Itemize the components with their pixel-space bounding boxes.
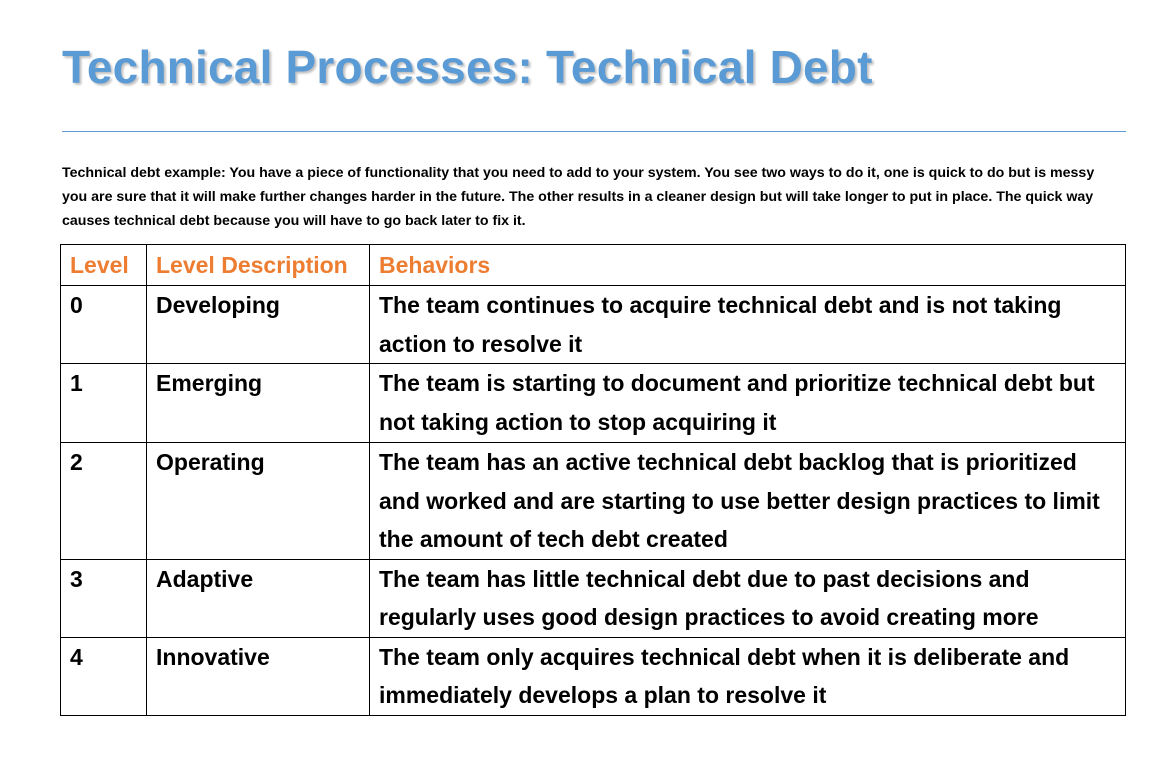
table-row [61,559,1126,637]
table-header-row [61,245,1126,286]
row-level: 3 [61,559,147,637]
row-description: Innovative [147,637,370,715]
table-row [61,443,1126,560]
title-divider [62,131,1126,132]
row-behaviors: The team has little technical debt due to past decisions and regularly uses good design practices to avoid creating more [370,559,1126,637]
table-row [61,286,1126,364]
row-description: Emerging [147,364,370,443]
row-description: Operating [147,443,370,560]
row-behaviors: The team continues to acquire technical debt and is not taking action to resolve it [370,286,1126,364]
table-row [61,364,1126,443]
header-level: Level [61,245,147,286]
row-level: 1 [61,364,147,443]
intro-paragraph: Technical debt example: You have a piece of functionality that you need to add to your system. You see two ways to do it, one is quick to do but is messy you are sure that it will make further changes harder in the future. The other results in a cleaner design but will take longer to put in place. The quick way causes technical debt because you will have to go back later to fix it. [62,165,1095,229]
row-level: 2 [61,443,147,560]
header-level-description: Level Description [147,245,370,286]
table-row [61,637,1126,715]
maturity-levels-table [60,244,1126,716]
page-title: Technical Processes: Technical Debt [62,41,873,93]
row-level: 4 [61,637,147,715]
header-behaviors: Behaviors [370,245,1126,286]
row-level: 0 [61,286,147,364]
row-behaviors: The team has an active technical debt backlog that is prioritized and worked and are starting to use better design practices to limit the amount of tech debt created [370,443,1126,560]
row-behaviors: The team is starting to document and prioritize technical debt but not taking action to stop acquiring it [370,364,1126,443]
row-description: Developing [147,286,370,364]
row-description: Adaptive [147,559,370,637]
row-behaviors: The team only acquires technical debt when it is deliberate and immediately develops a plan to resolve it [370,637,1126,715]
